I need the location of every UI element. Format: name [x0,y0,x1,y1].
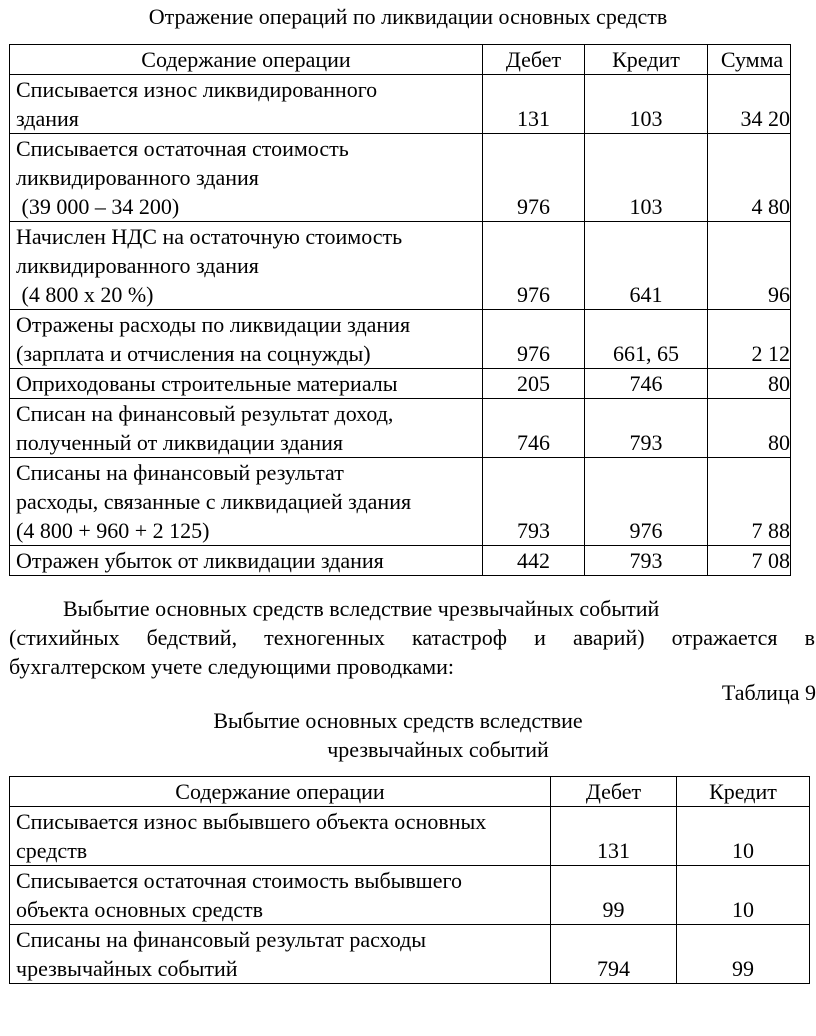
sum-cell: 4 80 [708,134,791,222]
description-line: Списаны на финансовый результат расходы [16,927,427,952]
sum-cell: 80 [708,399,791,458]
debit-cell: 794 [551,925,677,984]
header-credit: Кредит [585,45,708,75]
description-line: Списывается износ выбывшего объекта основных [16,809,487,834]
table-row [10,134,791,222]
operation-description [10,546,483,576]
description-line: Списывается остаточная стоимость выбывшего [16,868,462,893]
credit-cell: 746 [585,369,708,399]
sum-cell: 80 [708,369,791,399]
description-line: Списан на финансовый результат доход, [16,401,394,426]
debit-cell: 793 [483,458,585,546]
table-row [10,807,810,866]
table2-title-line-1: Выбытие основных средств вследствие [213,708,583,733]
description-line: Списывается остаточная стоимость [16,136,349,161]
table-row [10,458,791,546]
operation-description [10,75,483,134]
table-row [10,222,791,310]
table-label: Таблица 9 [721,680,816,705]
table-row [10,546,791,576]
description-line: Отражены расходы по ликвидации здания [16,312,411,337]
table-row [10,866,810,925]
credit-cell: 976 [585,458,708,546]
description-line: средств [16,838,88,863]
table-row [10,310,791,369]
operation-description [10,866,551,925]
description-line: (4 800 х 20 %) [16,282,154,307]
table2-header-row [10,777,810,807]
operation-description [10,222,483,310]
liquidation-table [9,44,791,576]
operation-description [10,134,483,222]
operation-description [10,807,551,866]
credit-cell: 641 [585,222,708,310]
header-sum: Сумма [708,45,791,75]
description-line: ликвидированного здания [16,253,259,278]
credit-cell: 661, 65 [585,310,708,369]
debit-cell: 976 [483,134,585,222]
header-credit: Кредит [677,777,810,807]
debit-cell: 131 [483,75,585,134]
sum-cell: 2 12 [708,310,791,369]
description-line: чрезвычайных событий [16,956,238,981]
operation-description [10,925,551,984]
table2-title [0,706,816,764]
debit-cell: 99 [551,866,677,925]
debit-cell: 442 [483,546,585,576]
debit-cell: 976 [483,222,585,310]
table-row [10,369,791,399]
table1-header-row [10,45,791,75]
paragraph-line-3: бухгалтерском учете следующими проводками: [9,654,454,679]
sum-cell: 7 08 [708,546,791,576]
description-line: Оприходованы строительные материалы [16,371,398,396]
description-line: Списаны на финансовый результат [16,460,344,485]
description-line: (зарплата и отчисления на соцнужды) [16,341,371,366]
description-line: объекта основных средств [16,897,264,922]
credit-cell: 103 [585,75,708,134]
description-line: полученный от ликвидации здания [16,430,344,455]
sum-cell: 34 20 [708,75,791,134]
operation-description [10,310,483,369]
debit-cell: 976 [483,310,585,369]
credit-cell: 103 [585,134,708,222]
table1-title: Отражение операций по ликвидации основных средств [148,4,668,29]
table-row [10,75,791,134]
header-content: Содержание операции [10,777,551,807]
sum-cell: 7 88 [708,458,791,546]
debit-cell: 746 [483,399,585,458]
operation-description [10,369,483,399]
description-line: Списывается износ ликвидированного [16,77,378,102]
sum-cell: 96 [708,222,791,310]
description-line: здания [16,106,79,131]
credit-cell: 10 [677,866,810,925]
description-line: (4 800 + 960 + 2 125) [16,518,210,543]
header-debit: Дебет [551,777,677,807]
header-content: Содержание операции [10,45,483,75]
credit-cell: 10 [677,807,810,866]
table-row [10,399,791,458]
credit-cell: 793 [585,546,708,576]
paragraph-line-1: Выбытие основных средств вследствие чрезвычайных событий [63,596,660,621]
debit-cell: 205 [483,369,585,399]
table2-title-line-2: чрезвычайных событий [327,737,549,762]
paragraph-line-2: (стихийных бедствий, техногенных катастроф и аварий) отражается в [9,625,815,650]
credit-cell: 99 [677,925,810,984]
body-paragraph [9,594,815,681]
operation-description [10,399,483,458]
operation-description [10,458,483,546]
description-line: ликвидированного здания [16,165,259,190]
description-line: (39 000 – 34 200) [16,194,180,219]
description-line: расходы, связанные с ликвидацией здания [16,489,412,514]
header-debit: Дебет [483,45,585,75]
debit-cell: 131 [551,807,677,866]
credit-cell: 793 [585,399,708,458]
description-line: Начислен НДС на остаточную стоимость [16,224,403,249]
description-line: Отражен убыток от ликвидации здания [16,548,384,573]
emergency-disposal-table [9,776,810,984]
table-row [10,925,810,984]
